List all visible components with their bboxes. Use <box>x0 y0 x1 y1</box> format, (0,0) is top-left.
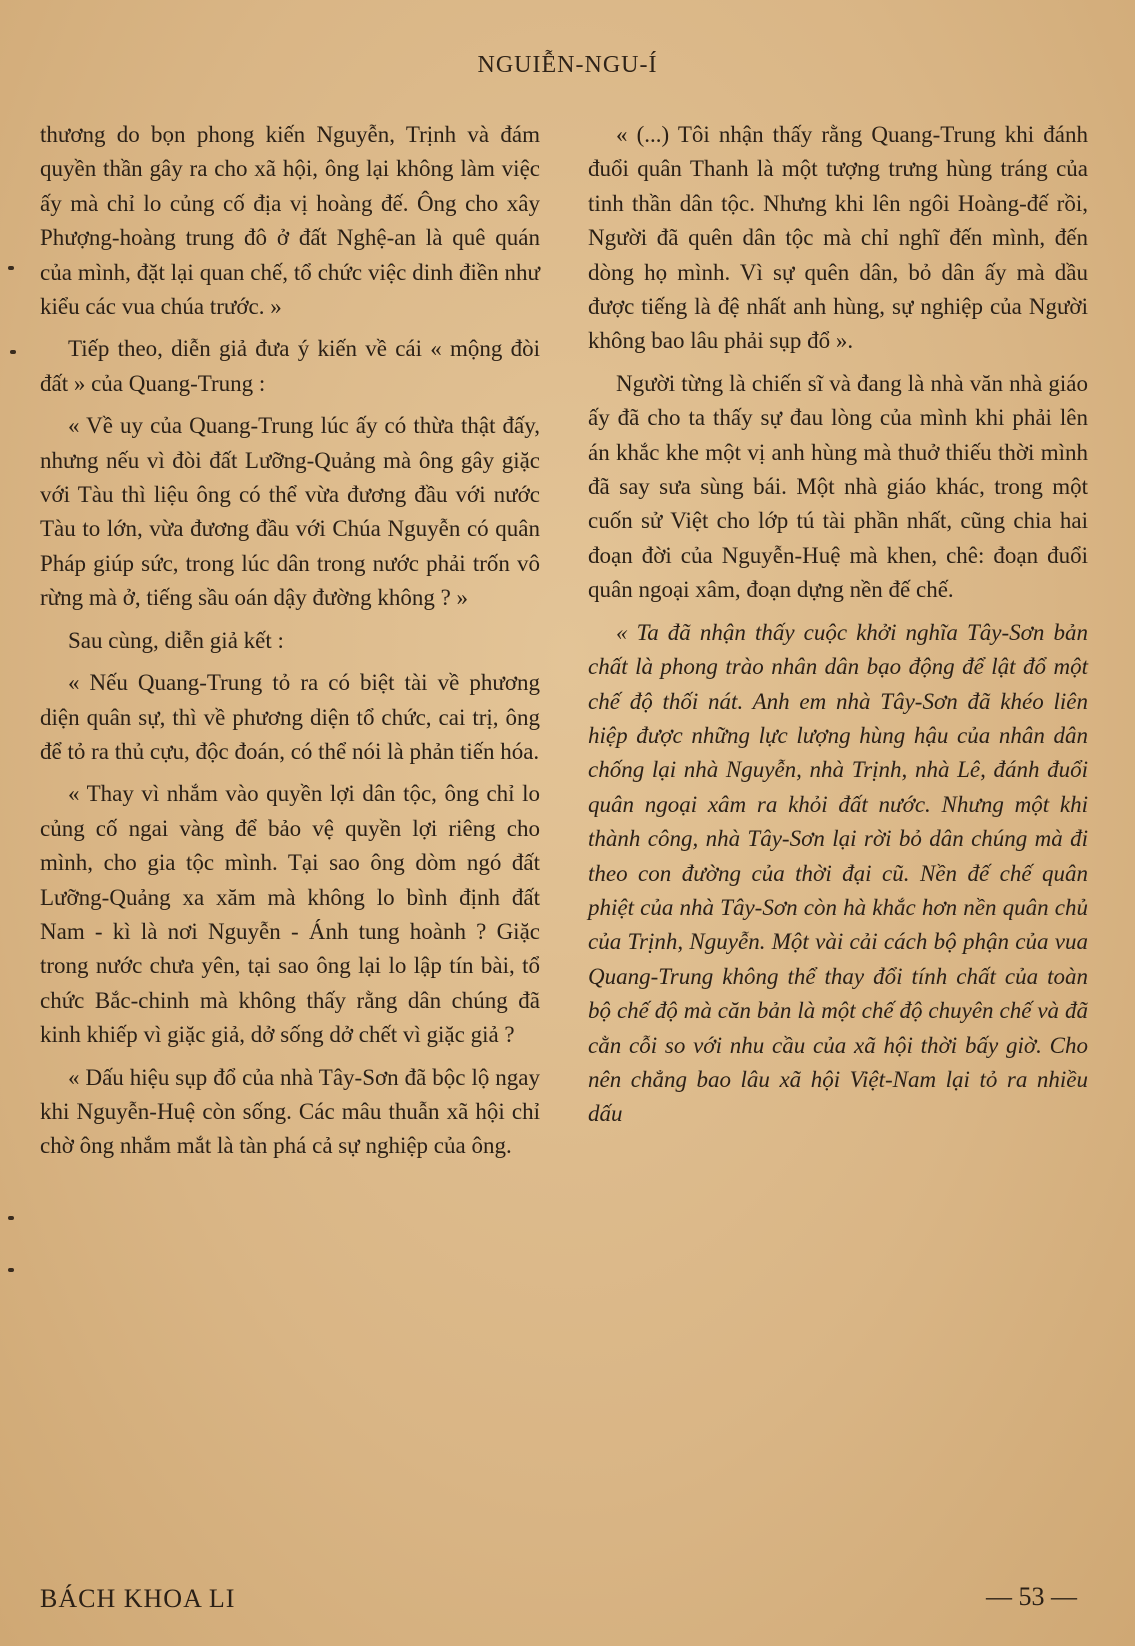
right-column <box>588 118 1088 1140</box>
paragraph: Sau cùng, diễn giả kết : <box>68 627 284 653</box>
margin-mark <box>8 1268 14 1272</box>
paragraph: Người từng là chiến sĩ và đang là nhà văn nhà giáo ấy đã cho ta thấy sự đau lòng của mình khi phải lên án khắc khe một vị anh hùng mà thuở thiếu thời mình đã say sưa sùng bái. Một nhà giáo khác, trong một cuốn sử Việt cho lớp tú tài phần nhất, cũng chia hai đoạn đời của Nguyễn-Huệ mà khen, chê: đoạn đuổi quân ngoại xâm, đoạn dựng nền đế chế. <box>588 370 1088 603</box>
paragraph: « Nếu Quang-Trung tỏ ra có biệt tài về phương diện quân sự, thì về phương diện tổ chức, cai trị, ông để tỏ ra thủ cựu, độc đoán, có thể nói là phản tiến hóa. <box>40 670 540 764</box>
paragraph: « Thay vì nhắm vào quyền lợi dân tộc, ông chỉ lo củng cố ngai vàng để bảo vệ quyền lợi riêng cho mình, cho gia tộc mình. Tại sao ông dòm ngó đất Lưỡng-Quảng xa xăm mà không lo bình định đất Nam - kì là nơi Nguyễn - Ánh tung hoành ? Giặc trong nước chưa yên, tại sao ông lại lo lập tín bài, tổ chức Bắc-chinh mà không thấy rằng dân chúng đã kinh khiếp vì giặc giả, dở sống dở chết vì giặc giả ? <box>40 781 540 1048</box>
margin-mark <box>10 350 16 354</box>
margin-mark <box>8 1216 14 1220</box>
paragraph: « Dấu hiệu sụp đổ của nhà Tây-Sơn đã bộc lộ ngay khi Nguyễn-Huệ còn sống. Các mâu thuẫn xã hội chỉ chờ ông nhắm mắt là tàn phá cả sự nghiệp của ông. <box>40 1064 540 1159</box>
paragraph: « (...) Tôi nhận thấy rằng Quang-Trung khi đánh đuổi quân Thanh là một tượng trưng hùng tráng của tinh thần dân tộc. Nhưng khi lên ngôi Hoàng-đế rồi, Người đã quên dân tộc mà chỉ nghĩ đến mình, đến dòng họ mình. Vì sự quên dân, bỏ dân ấy mà dầu được tiếng là đệ nhất anh hùng, sự nghiệp của Người không bao lâu phải sụp đổ ». <box>588 122 1088 354</box>
paragraph-quote: « Ta đã nhận thấy cuộc khởi nghĩa Tây-Sơn bản chất là phong trào nhân dân bạo động để lật đổ một chế độ thối nát. Anh em nhà Tây-Sơn đã khéo liên hiệp được những lực lượng hùng hậu của nhân dân chống lại nhà Nguyễn, nhà Trịnh, nhà Lê, đánh đuổi quân ngoại xâm ra khỏi đất nước. Nhưng một khi thành công, nhà Tây-Sơn lại rời bỏ dân chúng mà đi theo con đường của thời đại cũ. Nền đế chế quân phiệt của nhà Tây-Sơn còn hà khắc hơn nền quân chủ của Trịnh, Nguyễn. Một vài cải cách bộ phận của vua Quang-Trung không thể thay đổi tính chất của toàn bộ chế độ mà căn bản là một chế độ chuyên chế và đã cằn cỗi so với nhu cầu của xã hội thời bấy giờ. Cho nên chẳng bao lâu xã hội Việt-Nam lại tỏ ra nhiều dấu <box>588 619 1088 1127</box>
page-number: — 53 — <box>986 1582 1077 1611</box>
paragraph: « Về uy của Quang-Trung lúc ấy có thừa thật đấy, nhưng nếu vì đòi đất Lưỡng-Quảng mà ông gây giặc với Tàu thì liệu ông có thể vừa đương đầu với nước Tàu to lớn, vừa đương đầu với Chúa Nguyễn có quân Pháp giúp sức, trong lúc dân trong nước phải trốn vô rừng mà ở, tiếng sầu oán dậy đường không ? » <box>40 413 540 611</box>
margin-mark <box>8 266 14 270</box>
magazine-name: BÁCH KHOA LI <box>40 1584 236 1613</box>
paragraph: Tiếp theo, diễn giả đưa ý kiến về cái « mộng đòi đất » của Quang-Trung : <box>40 336 540 396</box>
page-header: NGUIỄN-NGU-Í <box>477 52 658 78</box>
left-column <box>40 118 540 1172</box>
paragraph: thương do bọn phong kiến Nguyễn, Trịnh và đám quyền thần gây ra cho xã hội, ông lại không làm việc ấy mà chỉ lo củng cố địa vị hoàng đế. Ông cho xây Phượng-hoàng trung đô ở đất Nghệ-an là quê quán của mình, đặt lại quan chế, tổ chức việc dinh điền như kiểu các vua chúa trước. » <box>40 122 540 320</box>
